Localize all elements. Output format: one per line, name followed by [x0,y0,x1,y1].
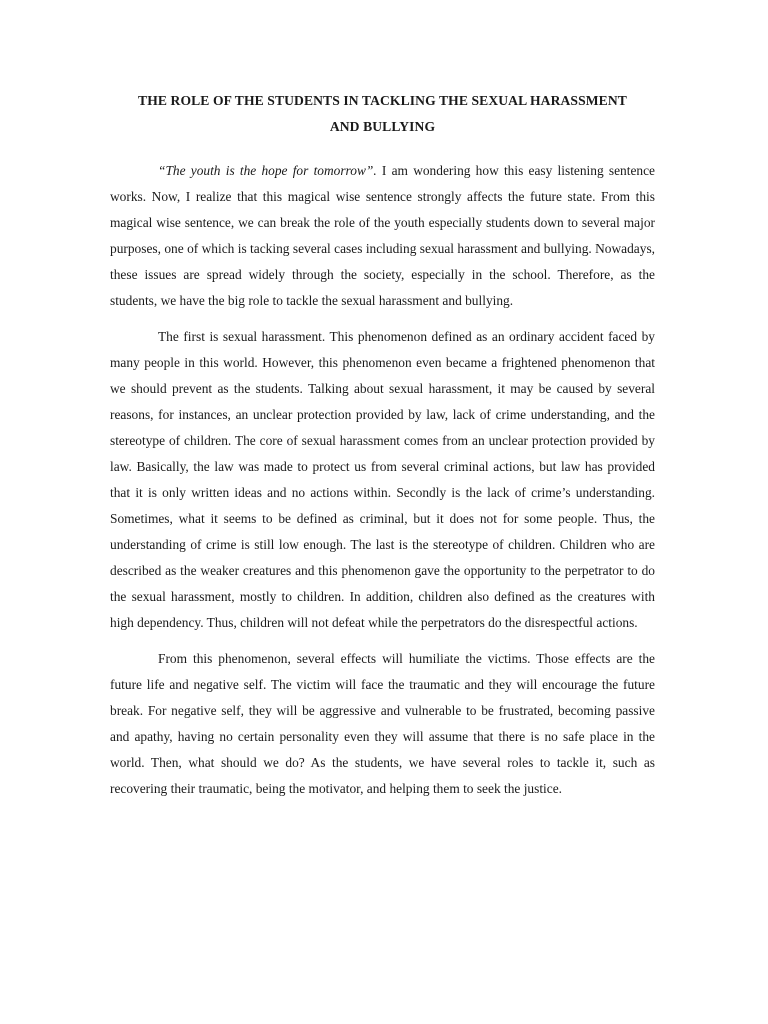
opening-quote: “The youth is the hope for tomorrow”. [158,163,377,178]
document-title [110,88,655,140]
title-line-1: THE ROLE OF THE STUDENTS IN TACKLING THE SEXUAL HARASSMENT [138,93,627,108]
paragraph-1-text: I am wondering how this easy listening sentence works. Now, I realize that this magical wise sentence strongly affects the future state. From this magical wise sentence, we can break the role of the youth especially students down to several major purposes, one of which is tacking several cases including sexual harassment and bullying. Nowadays, these issues are spread widely through the society, especially in the school. Therefore, as the students, we have the big role to tackle the sexual harassment and bullying. [110,163,655,308]
title-line-2: AND BULLYING [329,119,436,134]
paragraph-1 [110,158,655,314]
paragraph-3: From this phenomenon, several effects will humiliate the victims. Those effects are the future life and negative self. The victim will face the traumatic and they will encourage the future break. For negative self, they will be aggressive and vulnerable to be frustrated, becoming passive and apathy, having no certain personality even they will assume that there is no safe place in the world. Then, what should we do? As the students, we have several roles to tackle it, such as recovering their traumatic, being the motivator, and helping them to seek the justice. [110,651,655,796]
paragraph-2: The first is sexual harassment. This phenomenon defined as an ordinary accident faced by many people in this world. However, this phenomenon even became a frightened phenomenon that we should prevent as the students. Talking about sexual harassment, it may be caused by several reasons, for instances, an unclear protection provided by law, lack of crime understanding, and the stereotype of children. The core of sexual harassment comes from an unclear protection provided by law. Basically, the law was made to protect us from several criminal actions, but law has provided that it is only written ideas and no actions within. Secondly is the lack of crime’s understanding. Sometimes, what it seems to be defined as criminal, but it does not for some people. Thus, the understanding of crime is still low enough. The last is the stereotype of children. Children who are described as the weaker creatures and this phenomenon gave the opportunity to the perpetrator to do the sexual harassment, mostly to children. In addition, children also defined as the creatures with high dependency. Thus, children will not defeat while the perpetrators do the disrespectful actions. [110,329,655,630]
document-page [110,88,655,812]
